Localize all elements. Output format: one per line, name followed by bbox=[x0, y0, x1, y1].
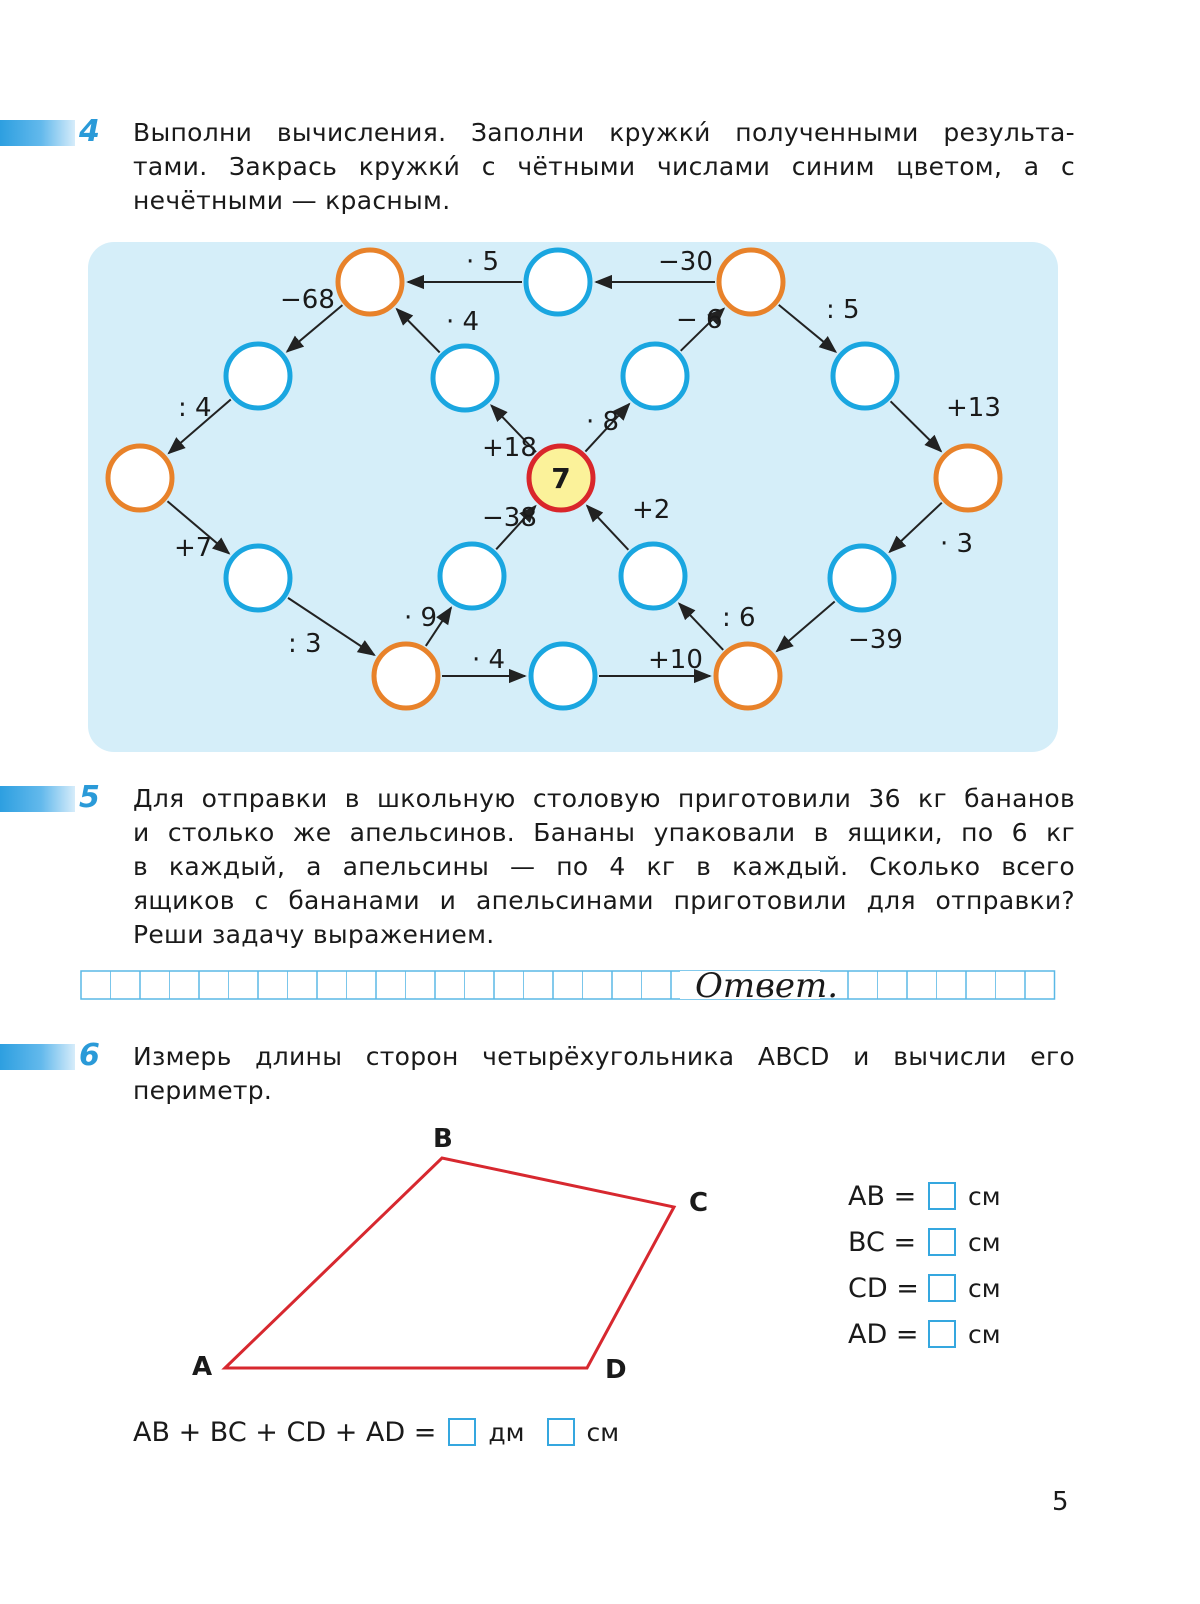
answer-circle-orange[interactable] bbox=[108, 446, 172, 510]
task-5-marker bbox=[0, 786, 75, 812]
answer-grid-cells bbox=[80, 970, 1056, 1000]
point-a-label: A bbox=[192, 1352, 213, 1382]
operation-label: +13 bbox=[946, 393, 1001, 423]
measure-cd-label: CD = bbox=[848, 1272, 919, 1304]
measure-bc-box[interactable] bbox=[928, 1228, 956, 1256]
answer-circle-blue[interactable] bbox=[226, 344, 290, 408]
operation-label: −30 bbox=[658, 247, 713, 277]
quadrilateral-shape bbox=[225, 1158, 674, 1368]
measure-ad-label: AD = bbox=[848, 1318, 919, 1350]
calculation-graph bbox=[88, 242, 1058, 752]
measure-ab bbox=[848, 1176, 1001, 1216]
answer-circle-orange[interactable] bbox=[719, 250, 783, 314]
task-5-line: ящиков с бананами и апельсинами приготовили для отправки? bbox=[133, 886, 1075, 915]
answer-circle-blue[interactable] bbox=[531, 644, 595, 708]
point-b-label: B bbox=[433, 1124, 453, 1154]
operation-label: +10 bbox=[648, 645, 703, 675]
answer-circle-blue[interactable] bbox=[833, 344, 897, 408]
operation-label: −38 bbox=[482, 503, 537, 533]
answer-circle-blue[interactable] bbox=[440, 544, 504, 608]
task-5-line: и столько же апельсинов. Бананы упаковали в ящики, по 6 кг bbox=[133, 818, 1075, 847]
answer-circle-blue[interactable] bbox=[226, 546, 290, 610]
operation-label: : 3 bbox=[288, 629, 322, 659]
task-5-number: 5 bbox=[79, 780, 100, 815]
measure-cd-unit: см bbox=[968, 1273, 1001, 1303]
operation-label: : 4 bbox=[178, 393, 212, 423]
measure-ab-box[interactable] bbox=[928, 1182, 956, 1210]
task-6-number: 6 bbox=[79, 1038, 100, 1073]
operation-label: · 3 bbox=[940, 529, 974, 559]
graph-arrow bbox=[397, 309, 440, 352]
answer-circle-blue[interactable] bbox=[623, 344, 687, 408]
quadrilateral-abcd bbox=[180, 1120, 740, 1390]
task-5-line: Реши задачу выражением. bbox=[133, 920, 495, 949]
perimeter-dm-box[interactable] bbox=[448, 1418, 476, 1446]
answer-circle-blue[interactable] bbox=[621, 544, 685, 608]
calculation-graph-panel bbox=[88, 242, 1058, 752]
point-d-label: D bbox=[605, 1355, 627, 1385]
answer-grid[interactable] bbox=[80, 970, 1056, 1000]
task-6-text bbox=[133, 1040, 1075, 1108]
measure-ad bbox=[848, 1314, 1001, 1354]
graph-arrow bbox=[777, 601, 835, 651]
measure-cd-box[interactable] bbox=[928, 1274, 956, 1302]
task-6-line: Измерь длины сторон четырёхугольника ABCD и вычисли его bbox=[133, 1042, 1075, 1071]
page-number: 5 bbox=[1052, 1487, 1069, 1517]
answer-circle-blue[interactable] bbox=[830, 546, 894, 610]
perimeter-formula bbox=[133, 1412, 619, 1452]
measure-bc-label: BC = bbox=[848, 1226, 917, 1258]
answer-circle-blue[interactable] bbox=[526, 250, 590, 314]
operation-label: · 4 bbox=[472, 645, 506, 675]
operation-label: +7 bbox=[174, 533, 213, 563]
answer-circle-orange[interactable] bbox=[716, 644, 780, 708]
task-4-line: нечётными — красным. bbox=[133, 186, 451, 215]
task-6-marker bbox=[0, 1044, 75, 1070]
operation-label: · 5 bbox=[466, 247, 500, 277]
measure-ab-unit: см bbox=[968, 1181, 1001, 1211]
operation-label: · 8 bbox=[586, 407, 620, 437]
answer-grid-frame bbox=[81, 971, 1055, 999]
graph-arrow bbox=[679, 604, 723, 650]
measure-bc bbox=[848, 1222, 1001, 1262]
measure-ad-unit: см bbox=[968, 1319, 1001, 1349]
answer-circle-blue[interactable] bbox=[433, 346, 497, 410]
perimeter-formula-text: AB + BC + CD + AD = bbox=[133, 1416, 437, 1448]
task-5-line: Для отправки в школьную столовую приготовили 36 кг бананов bbox=[133, 784, 1075, 813]
task-5-line: в каждый, а апельсины — по 4 кг в каждый. Сколько всего bbox=[133, 852, 1075, 881]
start-value: 7 bbox=[551, 462, 571, 495]
operation-label: · 4 bbox=[446, 307, 480, 337]
task-6-line: периметр. bbox=[133, 1076, 273, 1105]
perimeter-cm-box[interactable] bbox=[547, 1418, 575, 1446]
answer-circle-orange[interactable] bbox=[374, 644, 438, 708]
graph-arrow bbox=[587, 506, 628, 550]
measure-ad-box[interactable] bbox=[928, 1320, 956, 1348]
operation-label: − 6 bbox=[676, 305, 723, 335]
operation-label: −39 bbox=[848, 625, 903, 655]
point-c-label: C bbox=[689, 1188, 709, 1218]
answer-circle-orange[interactable] bbox=[338, 250, 402, 314]
perimeter-cm-unit: см bbox=[586, 1417, 620, 1447]
measure-bc-unit: см bbox=[968, 1227, 1001, 1257]
operation-label: : 5 bbox=[826, 295, 860, 325]
task-4-line: Выполни вычисления. Заполни кружки́ полученными результа- bbox=[133, 118, 1075, 147]
task-4-marker bbox=[0, 120, 75, 146]
task-4-text bbox=[133, 116, 1075, 218]
operation-label: +18 bbox=[482, 433, 537, 463]
task-4-line: тами. Закрась кружки́ с чётными числами синим цветом, а с bbox=[133, 152, 1075, 181]
task-5-text bbox=[133, 782, 1075, 952]
operation-label: −68 bbox=[280, 285, 335, 315]
operation-label: · 9 bbox=[404, 603, 438, 633]
operation-label: +2 bbox=[632, 495, 671, 525]
measure-ab-label: AB = bbox=[848, 1180, 917, 1212]
graph-arrow bbox=[890, 503, 942, 552]
answer-circle-orange[interactable] bbox=[936, 446, 1000, 510]
graph-arrow bbox=[891, 401, 941, 451]
answer-label: Ответ. bbox=[695, 970, 839, 1000]
task-4-number: 4 bbox=[79, 114, 100, 149]
perimeter-dm-unit: дм bbox=[488, 1417, 525, 1447]
operation-label: : 6 bbox=[722, 603, 756, 633]
measure-cd bbox=[848, 1268, 1001, 1308]
